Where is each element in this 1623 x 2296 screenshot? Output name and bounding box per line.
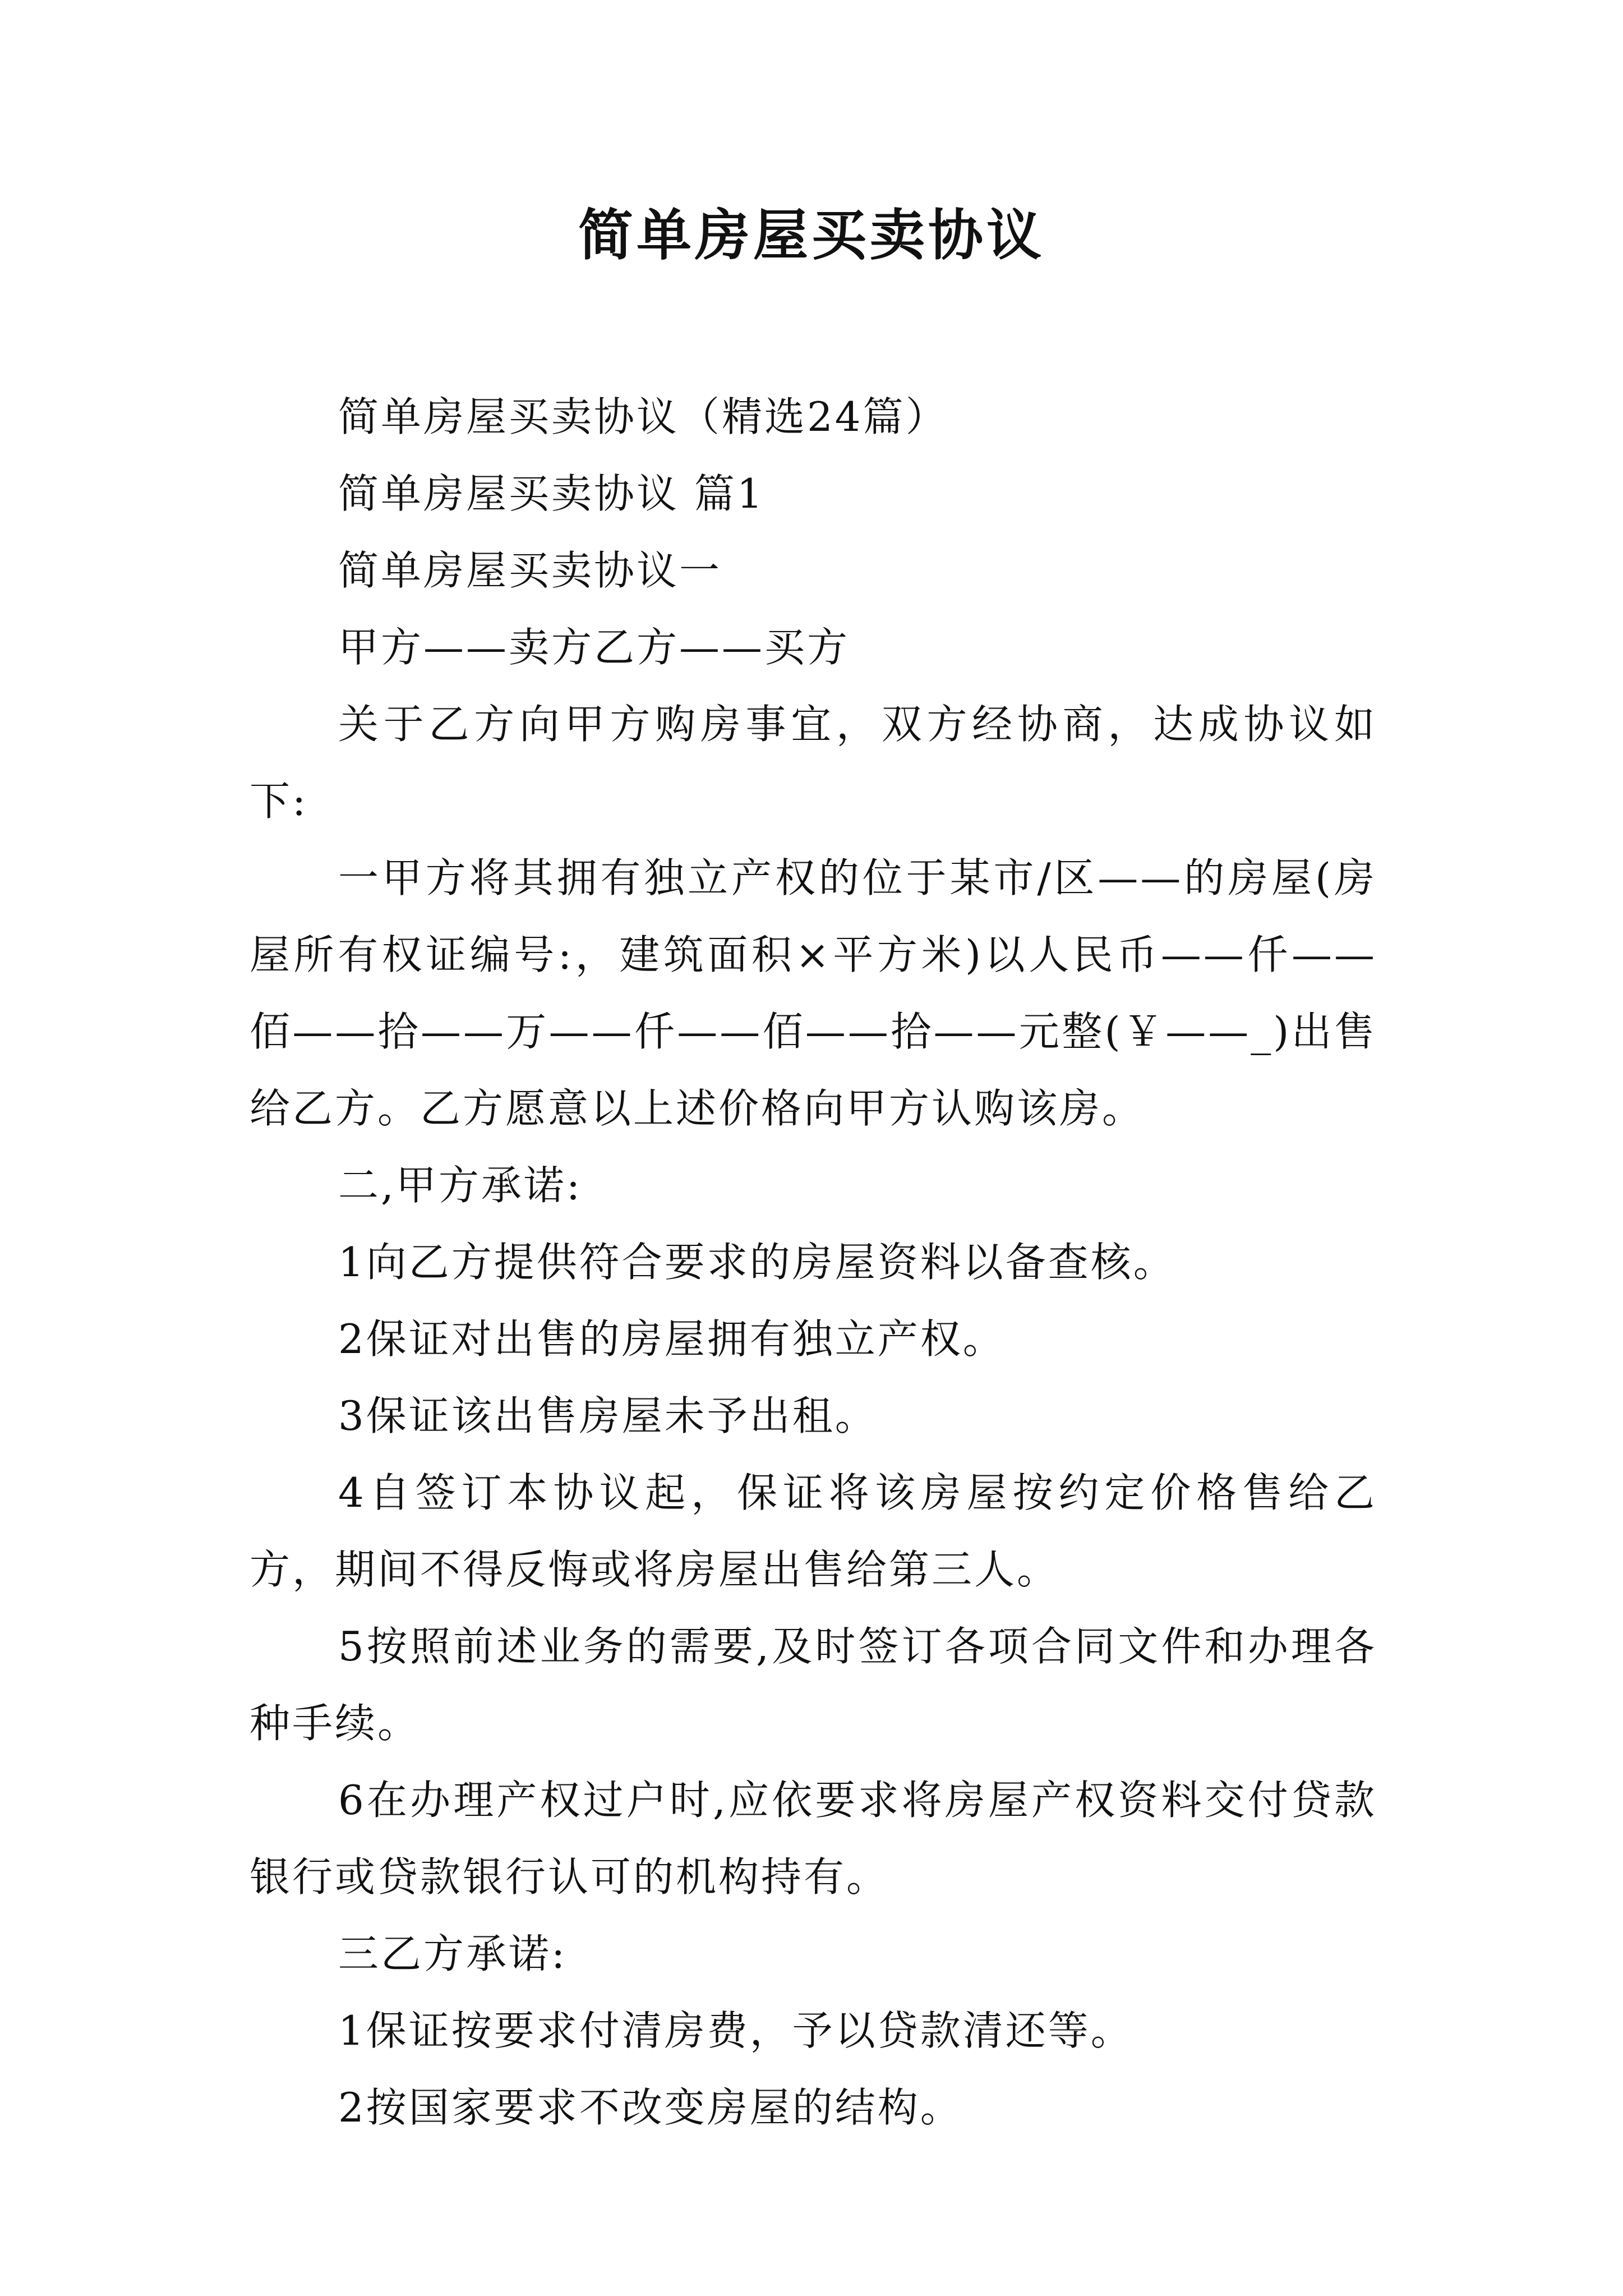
paragraph-buyer-promise-2: 2按国家要求不改变房屋的结构。	[338, 2084, 963, 2131]
paragraph-buyer-promises-heading: 三乙方承诺:	[338, 1930, 568, 1977]
paragraph-clause-1: 一甲方将其拥有独立产权的位于某市/区——的房屋(房屋所有权证编号:，建筑面积×平方米)以人民币——仟——佰——拾——万——仟——佰——拾——元整(￥——_)出售给乙方。乙方愿意以上述价格向甲方认购该房。	[250, 854, 1377, 1132]
paragraph-seller-promises-heading: 二,甲方承诺:	[338, 1162, 583, 1209]
document-body	[250, 379, 1377, 2146]
paragraph-article-heading: 简单房屋买卖协议 篇1	[338, 470, 765, 517]
paragraph-parties: 甲方——卖方乙方——买方	[338, 624, 850, 671]
paragraph-seller-promise-1: 1向乙方提供符合要求的房屋资料以备查核。	[338, 1239, 1176, 1286]
paragraph-preamble: 关于乙方向甲方购房事宜，双方经协商，达成协议如下:	[250, 701, 1377, 825]
paragraph-buyer-promise-1: 1保证按要求付清房费，予以贷款清还等。	[338, 2007, 1133, 2054]
document-title: 简单房屋买卖协议	[578, 203, 1045, 268]
paragraph-seller-promise-2: 2保证对出售的房屋拥有独立产权。	[338, 1315, 1006, 1363]
paragraph-seller-promise-4: 4自签订本协议起，保证将该房屋按约定价格售给乙方，期间不得反悔或将房屋出售给第三人。	[250, 1469, 1377, 1593]
paragraph-collection-heading: 简单房屋买卖协议（精选24篇）	[338, 393, 948, 440]
paragraph-seller-promise-5: 5按照前述业务的需要,及时签订各项合同文件和办理各种手续。	[250, 1623, 1377, 1747]
paragraph-agreement-heading: 简单房屋买卖协议一	[338, 547, 722, 594]
paragraph-seller-promise-3: 3保证该出售房屋未予出租。	[338, 1392, 878, 1439]
paragraph-seller-promise-6: 6在办理产权过户时,应依要求将房屋产权资料交付贷款银行或贷款银行认可的机构持有。	[250, 1777, 1377, 1901]
